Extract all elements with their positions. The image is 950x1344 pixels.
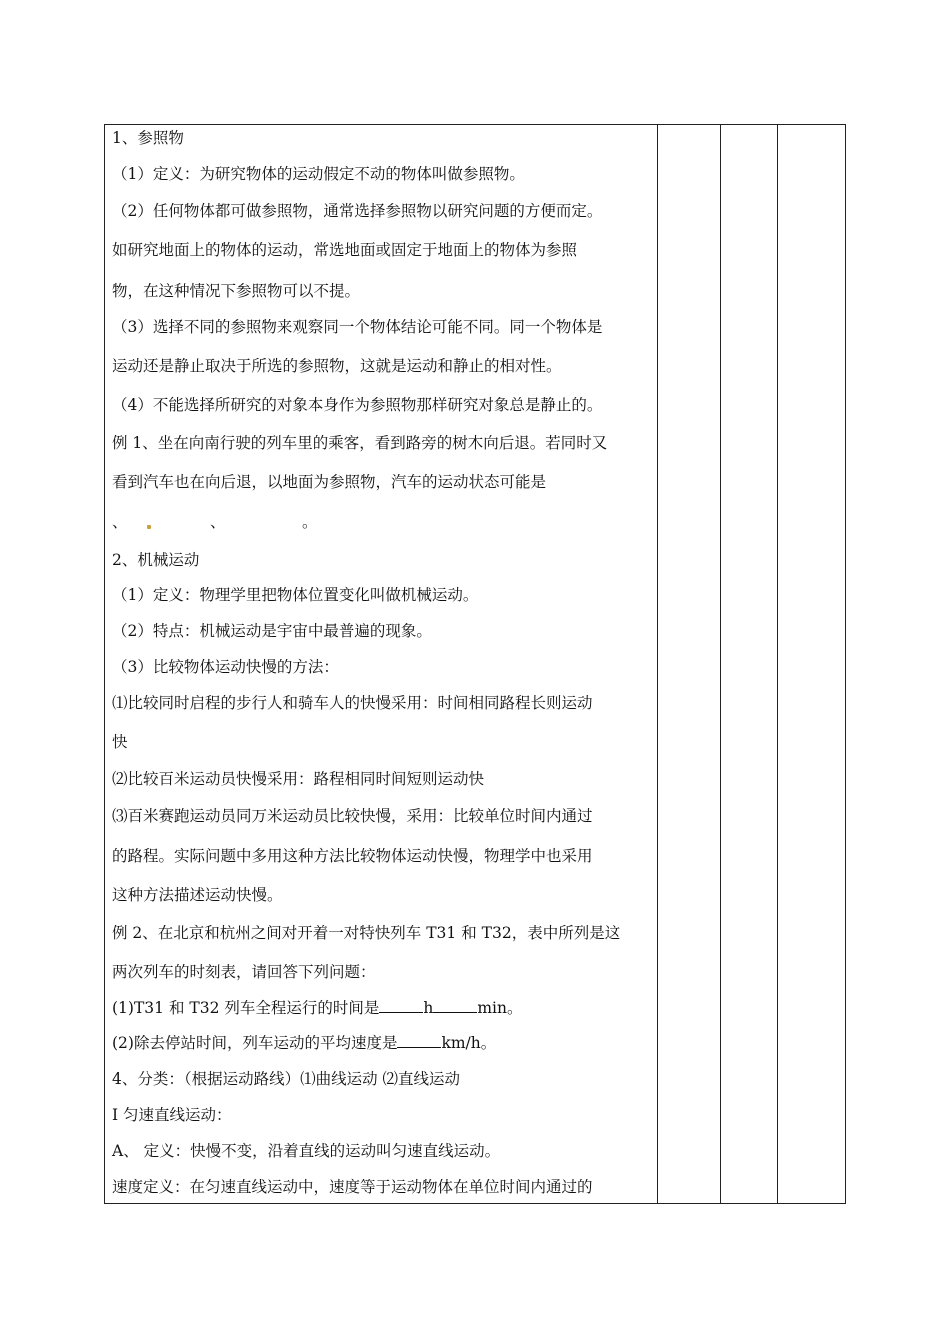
text-line: 这种方法描述运动快慢。 <box>112 886 283 904</box>
text-line: （4）不能选择所研究的对象本身作为参照物那样研究对象总是静止的。 <box>112 396 603 414</box>
example-line: 例 2、在北京和杭州之间对开着一对特快列车 T31 和 T32，表中所列是这 <box>112 924 621 942</box>
text-line: ⑶百米赛跑运动员同万米运动员比较快慢，采用：比较单位时间内通过 <box>112 807 593 825</box>
text-line: （3）选择不同的参照物来观察同一个物体结论可能不同。同一个物体是 <box>112 318 603 336</box>
text-line: 如研究地面上的物体的运动，常选地面或固定于地面上的物体为参照 <box>112 241 578 259</box>
answer-blank <box>433 998 477 1013</box>
text-line: （2）特点：机械运动是宇宙中最普遍的现象。 <box>112 622 432 640</box>
example-line: 两次列车的时刻表，请回答下列问题： <box>112 963 376 981</box>
text-line: 4、分类：（根据运动路线）⑴曲线运动 ⑵直线运动 <box>112 1070 461 1088</box>
column-divider <box>720 125 721 1203</box>
answer-separator: 、 <box>210 513 226 531</box>
section-heading: 1、参照物 <box>112 129 184 147</box>
text-line: 的路程。实际问题中多用这种方法比较物体运动快慢，物理学中也采用 <box>112 847 593 865</box>
text-line: （2）任何物体都可做参照物，通常选择参照物以研究问题的方便而定。 <box>112 202 603 220</box>
example-line: 看到汽车也在向后退，以地面为参照物，汽车的运动状态可能是 <box>112 473 547 491</box>
column-divider <box>657 125 658 1203</box>
text-line: ⑴比较同时启程的步行人和骑车人的快慢采用：时间相同路程长则运动 <box>112 694 593 712</box>
text-line: A、 定义：快慢不变，沿着直线的运动叫匀速直线运动。 <box>112 1142 501 1160</box>
answer-separator: 、 <box>112 513 128 531</box>
text-line: （3）比较物体运动快慢的方法： <box>112 658 339 676</box>
answer-blank <box>397 1033 441 1048</box>
text-line: （1）定义：为研究物体的运动假定不动的物体叫做参照物。 <box>112 165 525 183</box>
text-line: 快 <box>112 733 128 751</box>
section-heading: 2、机械运动 <box>112 551 200 569</box>
text-line: 运动还是静止取决于所选的参照物，这就是运动和静止的相对性。 <box>112 357 562 375</box>
text-line: （1）定义：物理学里把物体位置变化叫做机械运动。 <box>112 586 479 604</box>
column-divider <box>777 125 778 1203</box>
text-line: Ⅰ 匀速直线运动： <box>112 1106 232 1124</box>
answer-blank <box>379 998 423 1013</box>
text-line: ⑵比较百米运动员快慢采用：路程相同时间短则运动快 <box>112 770 485 788</box>
text-line: 物，在这种情况下参照物可以不提。 <box>112 282 361 300</box>
answer-end: 。 <box>302 513 318 531</box>
example-line: 例 1、坐在向南行驶的列车里的乘客，看到路旁的树木向后退。若同时又 <box>112 434 608 452</box>
text-line: 速度定义：在匀速直线运动中，速度等于运动物体在单位时间内通过的 <box>112 1178 593 1196</box>
question-line: (1)T31 和 T32 列车全程运行的时间是 h min。 <box>112 999 523 1017</box>
question-line: (2)除去停站时间，列车运动的平均速度是 km/h。 <box>112 1034 497 1052</box>
answer-mark <box>147 525 151 529</box>
